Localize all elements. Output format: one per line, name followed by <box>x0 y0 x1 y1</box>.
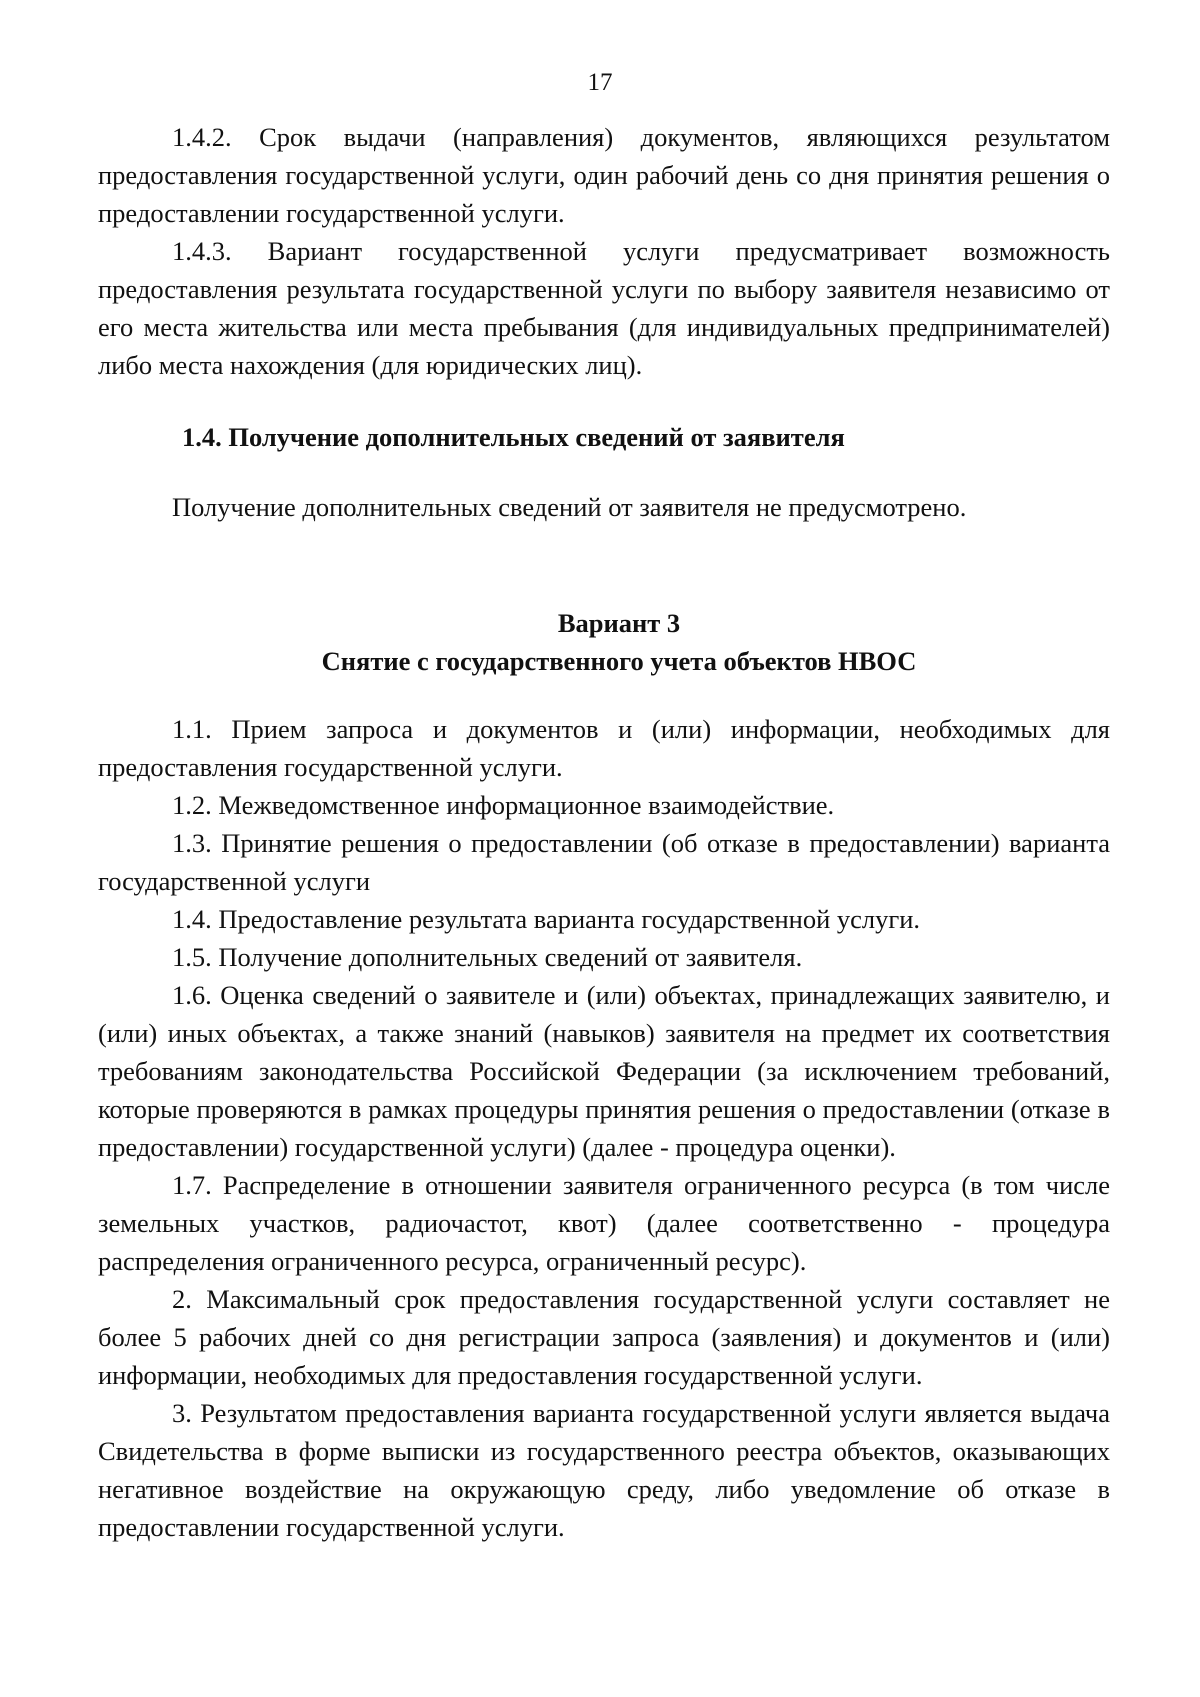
variant-item-1-7: 1.7. Распределение в отношении заявителя ограниченного ресурса (в том числе земельных участков, радиочастот, квот) (далее соответственно - процедура распределения ограниченного ресурса, ограниченный ресурс). <box>98 1170 1110 1276</box>
spacer <box>98 680 1110 710</box>
spacer <box>98 384 1110 418</box>
variant-title: Вариант 3 <box>557 608 681 638</box>
variant-item-1-6: 1.6. Оценка сведений о заявителе и (или) объектах, принадлежащих заявителю, и (или) иных объектах, а также знаний (навыков) заявителя на предмет их соответствия требованиям законодательства Российской Федерации (за исключением требований, которые проверяются в рамках процедуры принятия решения о предоставлении (отказе в предоставлении) государственной услуги) (далее - процедура оценки). <box>98 980 1110 1162</box>
paragraph-1-4-2: 1.4.2. Срок выдачи (направления) документов, являющихся результатом предоставления государственной услуги, один рабочий день со дня принятия решения о предоставлении государственной услуги. <box>98 122 1110 228</box>
page-number: 17 <box>587 69 613 96</box>
paragraph-1-4-3: 1.4.3. Вариант государственной услуги предусматривает возможность предоставления результата государственной услуги по выбору заявителя независимо от его места жительства или места пребывания (для индивидуальных предпринимателей) либо места нахождения (для юридических лиц). <box>98 236 1110 380</box>
variant-item-1-3: 1.3. Принятие решения о предоставлении (об отказе в предоставлении) варианта государственной услуги <box>98 828 1110 896</box>
spacer <box>98 526 1110 604</box>
variant-item-1-5: 1.5. Получение дополнительных сведений от заявителя. <box>172 942 803 972</box>
section-1-4-text: Получение дополнительных сведений от заявителя не предусмотрено. <box>172 492 967 522</box>
variant-subtitle: Снятие с государственного учета объектов НВОС <box>321 646 917 676</box>
variant-item-3: 3. Результатом предоставления варианта государственной услуги является выдача Свидетельства в форме выписки из государственного реестра объектов, оказывающих негативное воздействие на окружающую среду, либо уведомление об отказе в предоставлении государственной услуги. <box>98 1398 1110 1542</box>
variant-item-1-2: 1.2. Межведомственное информационное взаимодействие. <box>172 790 835 820</box>
section-heading-1-4: 1.4. Получение дополнительных сведений от заявителя <box>182 422 845 452</box>
document-body <box>98 118 1110 1546</box>
variant-item-1-4: 1.4. Предоставление результата варианта государственной услуги. <box>172 904 921 934</box>
spacer <box>98 456 1110 488</box>
variant-item-2: 2. Максимальный срок предоставления государственной услуги составляет не более 5 рабочих дней со дня регистрации запроса (заявления) и документов и (или) информации, необходимых для предоставления государственной услуги. <box>98 1284 1110 1390</box>
variant-item-1-1: 1.1. Прием запроса и документов и (или) информации, необходимых для предоставления государственной услуги. <box>98 714 1110 782</box>
